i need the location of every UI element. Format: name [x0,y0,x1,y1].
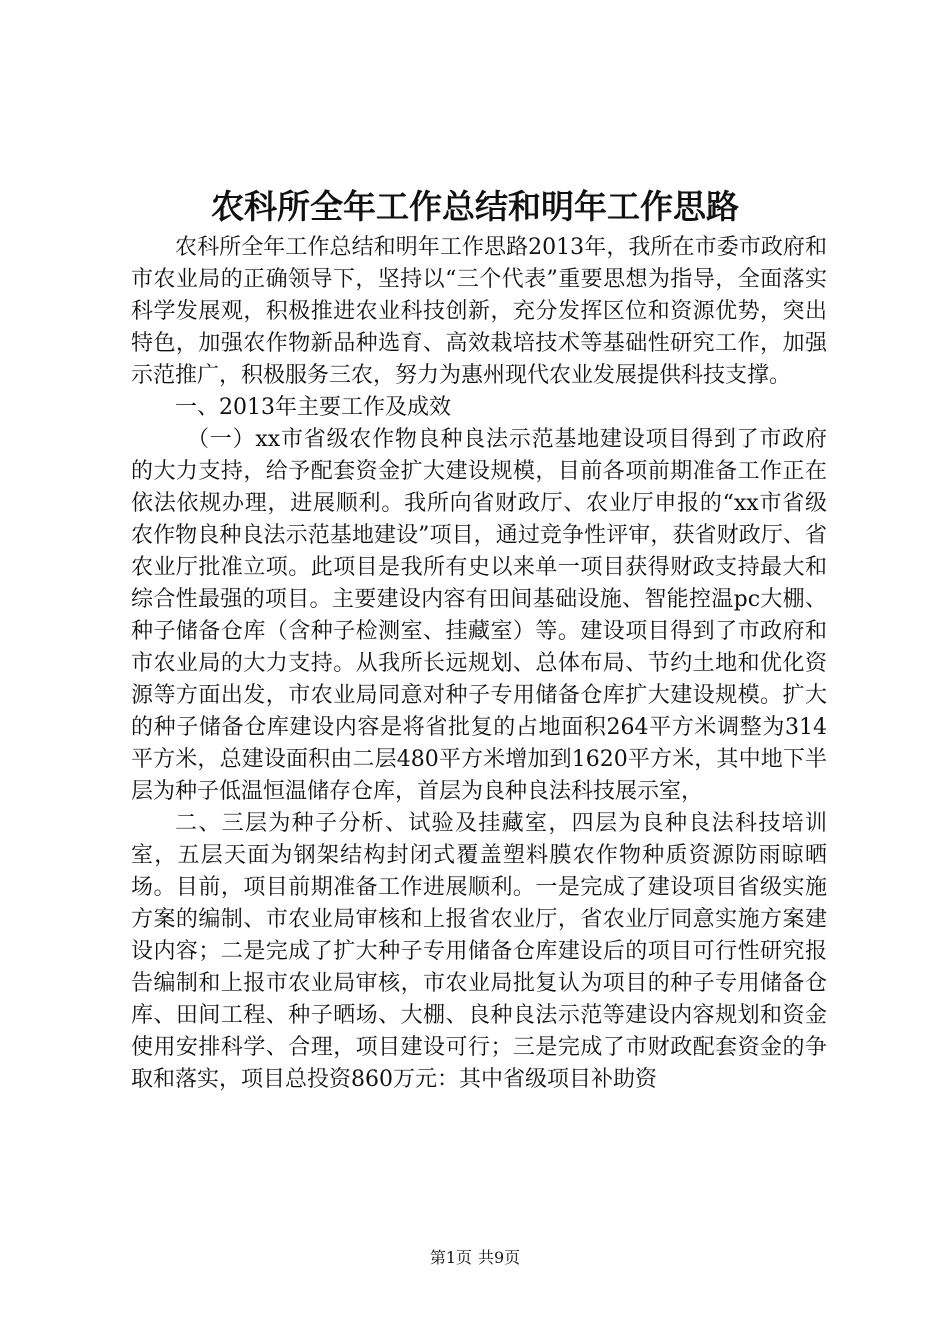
page-number-total: 共9页 [478,1248,521,1267]
paragraph-progress: 二、三层为种子分析、试验及挂藏室，四层为良种良法科技培训室，五层天面为钢架结构封闭式覆盖塑料膜农作物种质资源防雨晾晒场。目前，项目前期准备工作进展顺利。一是完成了建设项目省级实施方案的编制、市农业局审核和上报省农业厅，省农业厅同意实施方案建设内容；二是完成了扩大种子专用储备仓库建设后的项目可行性研究报告编制和上报市农业局审核，市农业局批复认为项目的种子专用储备仓库、田间工程、种子晒场、大棚、良种良法示范等建设内容规划和资金使用安排科学、合理，项目建设可行；三是完成了市财政配套资金的争取和落实，项目总投资860万元：其中省级项目补助资 [131,811,827,1092]
page-number-current: 第1页 [429,1248,472,1267]
section-heading: 一、2013年主要工作及成效 [175,395,451,420]
page-footer [0,1247,950,1269]
document-body [131,232,827,1096]
document-title: 农科所全年工作总结和明年工作思路 [211,187,739,226]
paragraph-intro: 农科所全年工作总结和明年工作思路2013年，我所在市委市政府和市农业局的正确领导下，坚持以“三个代表”重要思想为指导，全面落实科学发展观，积极推进农业科技创新，充分发挥区位和资源优势，突出特色，加强农作物新品种选育、高效栽培技术等基础性研究工作，加强示范推广，积极服务三农，努力为惠州现代农业发展提供科技支撑。 [131,235,827,388]
paragraph-project: （一）xx市省级农作物良种良法示范基地建设项目得到了市政府的大力支持，给予配套资金扩大建设规模，目前各项前期准备工作正在依法依规办理，进展顺利。我所向省财政厅、农业厅申报的“xx市省级农作物良种良法示范基地建设”项目，通过竞争性评审，获省财政厅、省农业厅批准立项。此项目是我所有史以来单一项目获得财政支持最大和综合性最强的项目。主要建设内容有田间基础设施、智能控温pc大棚、种子储备仓库（含种子检测室、挂藏室）等。建设项目得到了市政府和市农业局的大力支持。从我所长远规划、总体布局、节约土地和优化资源等方面出发，市农业局同意对种子专用储备仓库扩大建设规模。扩大的种子储备仓库建设内容是将省批复的占地面积264平方米调整为314平方米，总建设面积由二层480平方米增加到1620平方米，其中地下半层为种子低温恒温储存仓库，首层为良种良法科技展示室， [131,427,827,804]
